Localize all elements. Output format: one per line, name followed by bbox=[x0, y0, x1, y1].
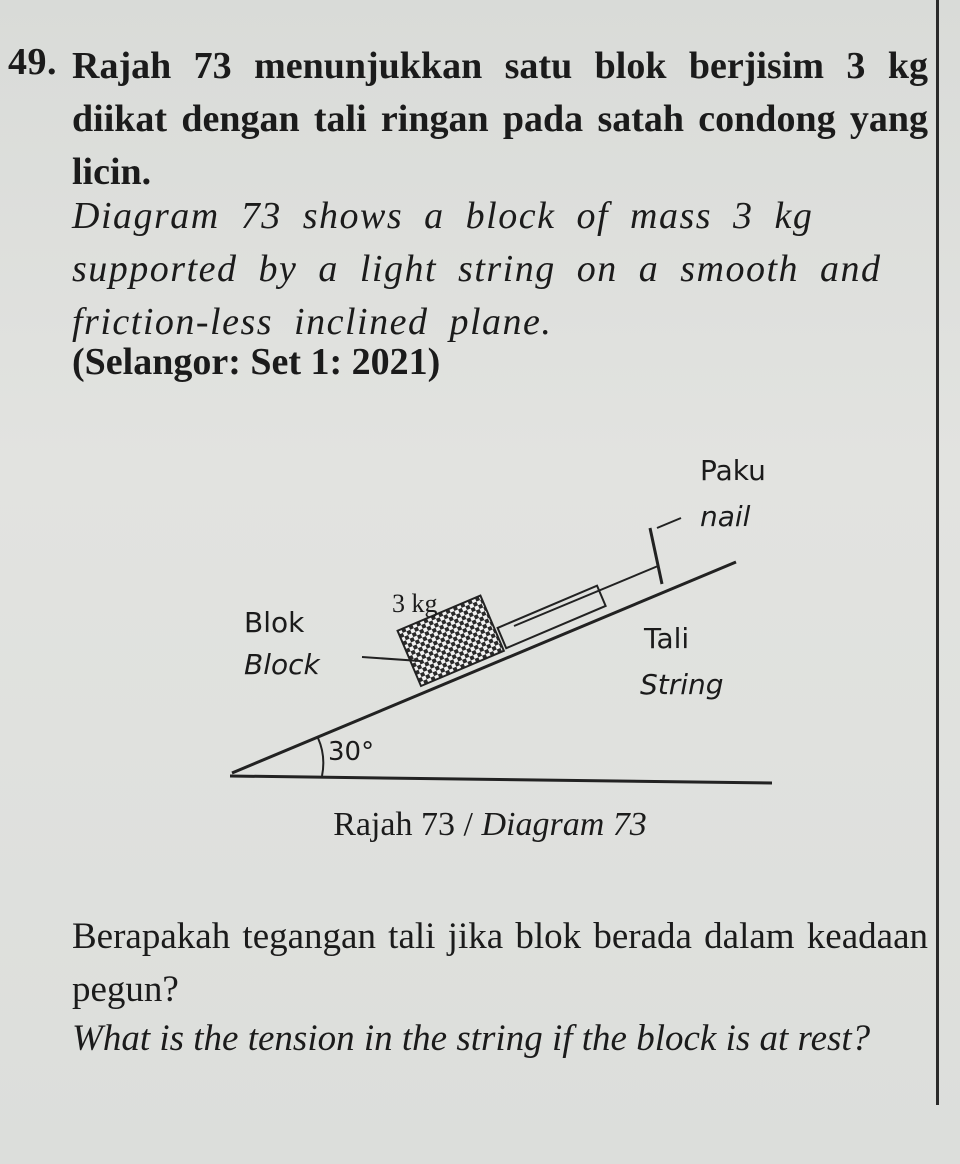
angle-label: 30° bbox=[328, 737, 375, 767]
mass-label: 3 kg bbox=[392, 589, 438, 618]
question-prompt-english: What is the tension in the string if the block is at rest? bbox=[72, 1018, 871, 1059]
block-label-english: Block bbox=[244, 648, 320, 681]
string-label-malay: Tali bbox=[644, 622, 690, 655]
nail-label-english: nail bbox=[700, 500, 751, 533]
caption-malay: Rajah 73 / bbox=[333, 806, 473, 843]
question-statement-english: Diagram 73 shows a block of mass 3 kg supported by a light string on a smooth and friction-less inclined plane. bbox=[72, 195, 882, 343]
angle-arc bbox=[318, 738, 323, 776]
caption-english: Diagram 73 bbox=[481, 806, 647, 843]
question-statement-malay: Rajah 73 menunjukkan satu blok berjisim 3 kg diikat dengan tali ringan pada satah condong yang licin. bbox=[72, 45, 928, 193]
string-label-english: String bbox=[640, 668, 724, 701]
diagram-caption bbox=[0, 806, 960, 844]
nail bbox=[650, 518, 681, 584]
block-label-malay: Blok bbox=[244, 606, 305, 639]
question-source: (Selangor: Set 1: 2021) bbox=[72, 341, 441, 383]
nail-label-malay: Paku bbox=[700, 454, 766, 487]
question-number: 49. bbox=[8, 41, 57, 83]
question-prompt-malay: Berapakah tegangan tali jika blok berada dalam keadaan pegun? bbox=[72, 916, 928, 1010]
ground-line bbox=[230, 776, 772, 783]
string-upper bbox=[514, 566, 658, 626]
